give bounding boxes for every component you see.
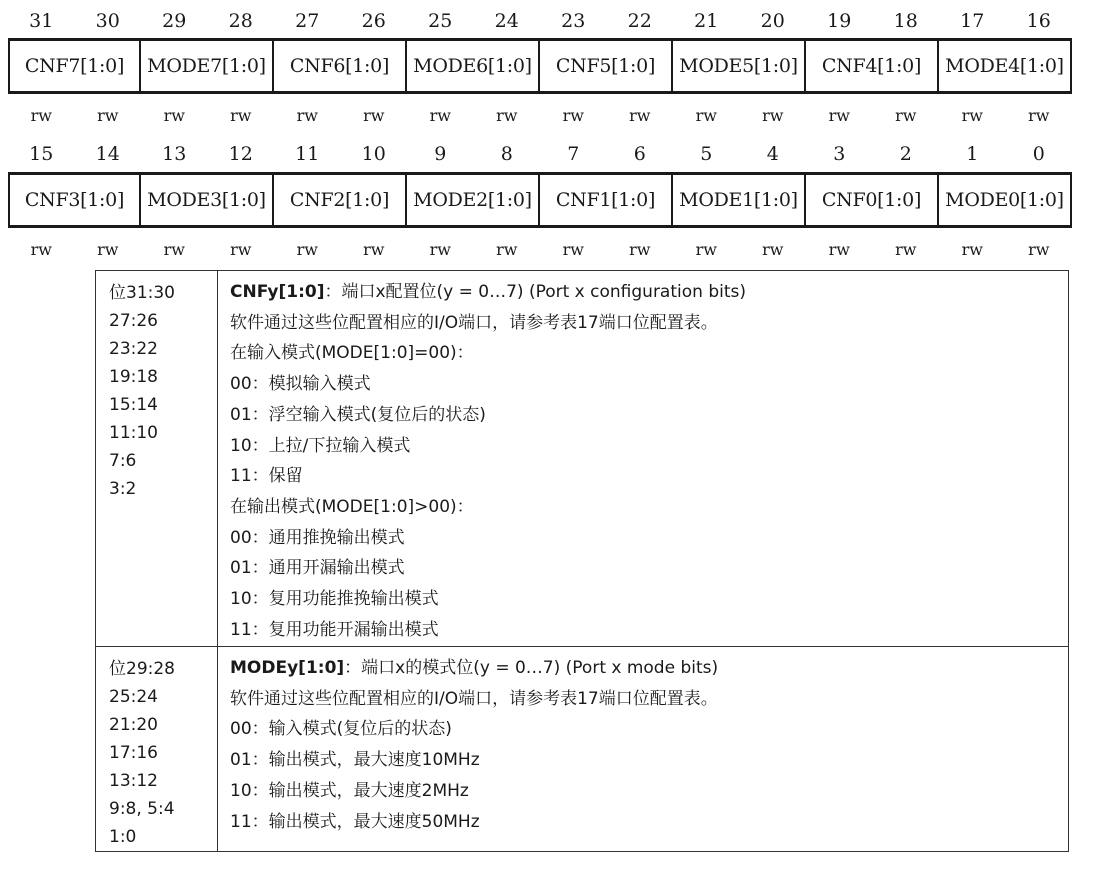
bit-position-label: 位31:30 [109,283,175,303]
register-field: MODE3[1:0] [141,175,274,225]
bit-description-table [95,270,1069,852]
bit-number: 18 [893,10,918,32]
access-type: rw [562,106,584,125]
register-field: CNF1[1:0] [540,175,673,225]
description-line: 00：通用推挽输出模式 [230,527,405,548]
bit-number: 15 [29,143,54,165]
description-line: 01：通用开漏输出模式 [230,558,405,579]
cnf-bit-positions [96,271,218,646]
access-type: rw [828,240,850,259]
bit-position-label: 13:12 [109,771,158,791]
access-type: rw [30,106,52,125]
mode-title-name: MODEy[1:0] [230,658,345,678]
bit-position-label: 11:10 [109,423,158,443]
bit-number: 10 [361,143,386,165]
register-field: CNF6[1:0] [274,41,407,91]
bit-number: 1 [966,143,979,165]
bit-number: 20 [760,10,785,32]
description-line: 10：复用功能推挽输出模式 [230,589,439,610]
register-field: MODE4[1:0] [939,41,1072,91]
cnf-title-rest: ：端口x配置位(y = 0…7) (Port x configuration bits) [324,282,746,302]
bit-number: 5 [700,143,713,165]
bit-number-row-high [8,8,1072,36]
access-type: rw [895,106,917,125]
access-type: rw [1028,106,1050,125]
bit-number: 2 [899,143,912,165]
access-type: rw [895,240,917,259]
bit-number: 4 [766,143,779,165]
access-type: rw [496,240,518,259]
cnf-description-section [96,271,1068,647]
bit-number: 22 [627,10,652,32]
bit-number: 17 [960,10,985,32]
access-type: rw [562,240,584,259]
description-line: 11：保留 [230,466,303,487]
access-type: rw [629,106,651,125]
access-type: rw [230,240,252,259]
access-type: rw [961,106,983,125]
bit-number: 13 [162,143,187,165]
bit-number: 21 [694,10,719,32]
register-field: MODE5[1:0] [673,41,806,91]
bit-position-label: 17:16 [109,743,158,763]
access-type: rw [695,240,717,259]
bit-number: 3 [833,143,846,165]
bit-number: 6 [633,143,646,165]
bit-position-label: 19:18 [109,367,158,387]
bit-number: 25 [428,10,453,32]
access-row-high [8,104,1072,128]
description-line: 00：模拟输入模式 [230,374,371,395]
mode-title [230,653,1068,684]
description-line: 在输入模式(MODE[1:0]=00)： [230,343,474,364]
access-type: rw [97,240,119,259]
bit-position-label: 7:6 [109,451,137,471]
access-type: rw [163,240,185,259]
access-type: rw [363,106,385,125]
bit-position-label: 25:24 [109,687,158,707]
access-type: rw [230,106,252,125]
bit-number: 30 [95,10,120,32]
register-field: CNF7[1:0] [8,41,141,91]
bit-number-row-low [8,141,1072,169]
register-field: CNF3[1:0] [8,175,141,225]
bit-number: 24 [494,10,519,32]
register-field: CNF5[1:0] [540,41,673,91]
access-type: rw [762,106,784,125]
register-field: MODE2[1:0] [407,175,540,225]
bit-position-label: 21:20 [109,715,158,735]
cnf-description-text [218,271,1068,645]
bit-number: 28 [228,10,253,32]
access-type: rw [97,106,119,125]
access-type: rw [828,106,850,125]
access-type: rw [1028,240,1050,259]
mode-description-text [218,647,1068,837]
access-type: rw [363,240,385,259]
cnf-title [230,277,1068,308]
access-type: rw [296,240,318,259]
bit-number: 7 [567,143,580,165]
bit-number: 19 [827,10,852,32]
bit-position-label: 15:14 [109,395,158,415]
description-line: 10：输出模式，最大速度2MHz [230,780,469,801]
access-type: rw [695,106,717,125]
bit-number: 31 [29,10,54,32]
access-type: rw [429,106,451,125]
cnf-title-name: CNFy[1:0] [230,282,325,302]
bit-number: 29 [162,10,187,32]
access-type: rw [629,240,651,259]
register-field: CNF4[1:0] [806,41,939,91]
access-type: rw [163,106,185,125]
bit-number: 26 [361,10,386,32]
bit-position-label: 23:22 [109,339,158,359]
description-line: 软件通过这些位配置相应的I/O端口，请参考表17端口位配置表。 [230,312,718,333]
description-line: 01：输出模式，最大速度10MHz [230,750,480,771]
access-type: rw [762,240,784,259]
access-type: rw [496,106,518,125]
field-row-low [8,172,1072,228]
bit-number: 8 [500,143,513,165]
bit-number: 12 [228,143,253,165]
bit-number: 16 [1026,10,1051,32]
register-field: MODE6[1:0] [407,41,540,91]
register-field: MODE1[1:0] [673,175,806,225]
field-row-high [8,38,1072,94]
description-line: 11：输出模式，最大速度50MHz [230,811,480,832]
mode-title-rest: ：端口x的模式位(y = 0…7) (Port x mode bits) [344,658,719,678]
mode-description-section [96,647,1068,851]
bit-position-label: 9:8, 5:4 [109,799,175,819]
bit-position-label: 3:2 [109,479,137,499]
access-type: rw [429,240,451,259]
register-field: CNF2[1:0] [274,175,407,225]
register-field: MODE0[1:0] [939,175,1072,225]
bit-number: 0 [1032,143,1045,165]
mode-bit-positions [96,647,218,851]
bit-position-label: 1:0 [109,827,137,847]
bit-number: 14 [95,143,120,165]
register-field: MODE7[1:0] [141,41,274,91]
description-line: 10：上拉/下拉输入模式 [230,435,411,456]
bit-number: 23 [561,10,586,32]
description-line: 软件通过这些位配置相应的I/O端口，请参考表17端口位配置表。 [230,688,718,709]
register-field: CNF0[1:0] [806,175,939,225]
description-line: 01：浮空输入模式(复位后的状态) [230,404,486,425]
bit-number: 11 [295,143,320,165]
access-type: rw [961,240,983,259]
bit-position-label: 位29:28 [109,659,175,679]
description-line: 11：复用功能开漏输出模式 [230,619,439,640]
access-type: rw [30,240,52,259]
access-type: rw [296,106,318,125]
description-line: 在输出模式(MODE[1:0]>00)： [230,496,474,517]
description-line: 00：输入模式(复位后的状态) [230,719,452,740]
bit-number: 9 [434,143,447,165]
bit-number: 27 [295,10,320,32]
bit-position-label: 27:26 [109,311,158,331]
access-row-low [8,238,1072,262]
